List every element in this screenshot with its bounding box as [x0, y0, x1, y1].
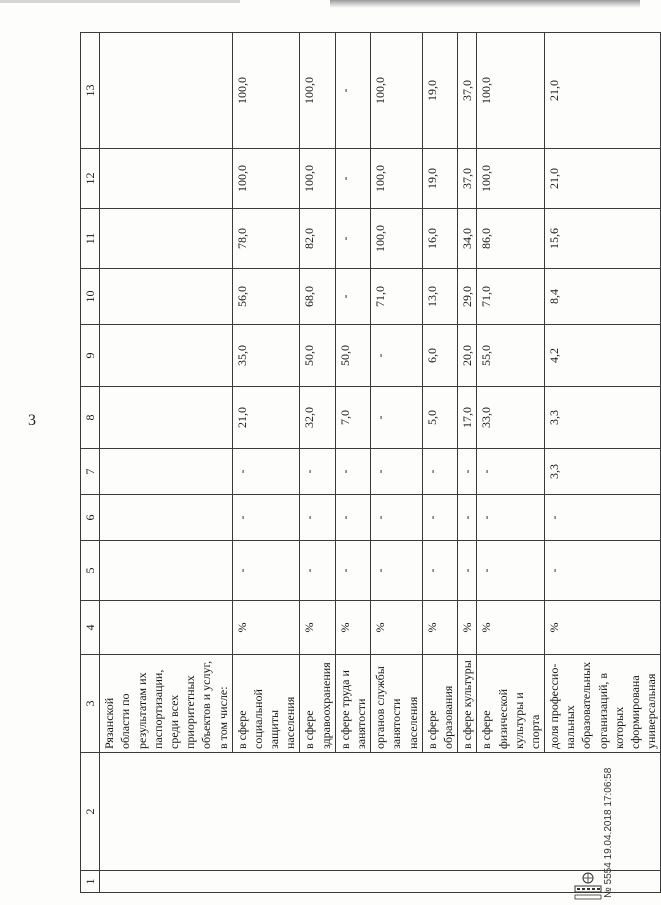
header-cell: 10	[81, 269, 100, 325]
cell-unit: %	[232, 601, 300, 655]
cell-value: 20,0	[458, 325, 477, 387]
cell-value: 50,0	[300, 325, 335, 387]
cell-value	[100, 495, 233, 541]
header-cell: 4	[81, 601, 100, 655]
cell-value: -	[371, 449, 423, 495]
header-cell: 7	[81, 449, 100, 495]
cell-value: -	[335, 33, 370, 149]
cell-value: 100,0	[371, 209, 423, 269]
cell-value: -	[422, 495, 457, 541]
cell-value: -	[335, 541, 370, 601]
header-cell: 12	[81, 149, 100, 209]
cell-value: -	[300, 541, 335, 601]
cell-value: 55,0	[477, 325, 545, 387]
cell-value: 78,0	[232, 209, 300, 269]
rotated-table-wrapper	[80, 33, 659, 893]
cell-value: 100,0	[477, 149, 545, 209]
cell-col2	[100, 753, 661, 871]
cell-value: -	[545, 541, 661, 601]
cell-value: 100,0	[477, 33, 545, 149]
indicator-table	[80, 32, 661, 893]
cell-value: 100,0	[232, 33, 300, 149]
header-cell: 11	[81, 209, 100, 269]
cell-value: 100,0	[371, 33, 423, 149]
cell-value	[100, 269, 233, 325]
cell-unit: %	[477, 601, 545, 655]
cell-value: -	[335, 209, 370, 269]
header-cell: 1	[81, 871, 100, 893]
cell-value: -	[371, 541, 423, 601]
cell-value: -	[371, 387, 423, 449]
cell-unit: %	[335, 601, 370, 655]
cell-value: 21,0	[232, 387, 300, 449]
scan-edge-shadow	[330, 0, 640, 8]
cell-value: 19,0	[422, 33, 457, 149]
cell-value: -	[477, 449, 545, 495]
header-cell: 5	[81, 541, 100, 601]
cell-value: 32,0	[300, 387, 335, 449]
table-row	[100, 33, 233, 893]
cell-indicator: Рязанской области по результатам их паспортизации, среди всех приоритетных объектов и услуг, в том числе:	[100, 655, 233, 753]
cell-value: 68,0	[300, 269, 335, 325]
cell-value: -	[300, 495, 335, 541]
cell-value: 21,0	[545, 33, 661, 149]
cell-unit: %	[422, 601, 457, 655]
cell-value: 4,2	[545, 325, 661, 387]
header-cell: 13	[81, 33, 100, 149]
cell-value: 100,0	[300, 33, 335, 149]
cell-value: 82,0	[300, 209, 335, 269]
cell-value: -	[458, 495, 477, 541]
cell-value	[100, 209, 233, 269]
cell-indicator: в сфере образования	[422, 655, 457, 753]
cell-value: 5,0	[422, 387, 457, 449]
cell-value: 6,0	[422, 325, 457, 387]
cell-unit: %	[371, 601, 423, 655]
cell-value: 8,4	[545, 269, 661, 325]
cell-indicator: в сфере культуры	[458, 655, 477, 753]
cell-unit: %	[545, 601, 661, 655]
cell-value: 100,0	[232, 149, 300, 209]
cell-unit	[100, 601, 233, 655]
cell-value	[100, 325, 233, 387]
cell-value: 71,0	[371, 269, 423, 325]
cell-value: -	[477, 541, 545, 601]
cell-value: 37,0	[458, 149, 477, 209]
cell-value: 16,0	[422, 209, 457, 269]
registration-stamp	[600, 600, 620, 900]
cell-value: 100,0	[300, 149, 335, 209]
registration-seal-icon	[574, 868, 602, 902]
cell-value: -	[335, 449, 370, 495]
cell-value: 13,0	[422, 269, 457, 325]
cell-value: 7,0	[335, 387, 370, 449]
cell-value	[100, 33, 233, 149]
cell-value: 33,0	[477, 387, 545, 449]
cell-value: -	[232, 495, 300, 541]
cell-indicator: в сфере физической культуры и спорта	[477, 655, 545, 753]
cell-value: 15,6	[545, 209, 661, 269]
header-cell: 8	[81, 387, 100, 449]
cell-value: -	[422, 449, 457, 495]
cell-value: -	[335, 149, 370, 209]
cell-value: -	[371, 325, 423, 387]
cell-value: -	[422, 541, 457, 601]
cell-value: 3,3	[545, 449, 661, 495]
cell-value: 3,3	[545, 387, 661, 449]
cell-value: 50,0	[335, 325, 370, 387]
cell-indicator: в сфере социальной защиты населения	[232, 655, 300, 753]
cell-value: -	[232, 541, 300, 601]
cell-value: 100,0	[371, 149, 423, 209]
scan-edge-line	[0, 0, 240, 3]
cell-value: 17,0	[458, 387, 477, 449]
cell-value: 19,0	[422, 149, 457, 209]
cell-value	[100, 149, 233, 209]
cell-value: -	[545, 495, 661, 541]
cell-value: 34,0	[458, 209, 477, 269]
cell-value: 71,0	[477, 269, 545, 325]
page-number: 3	[28, 412, 36, 429]
cell-indicator: доля профессио-нальных образовательных организаций, в которых сформирована универсальная	[545, 655, 661, 753]
cell-value: 86,0	[477, 209, 545, 269]
header-cell: 6	[81, 495, 100, 541]
cell-value	[100, 449, 233, 495]
cell-value: -	[232, 449, 300, 495]
cell-value: 21,0	[545, 149, 661, 209]
cell-value: 37,0	[458, 33, 477, 149]
cell-value: -	[477, 495, 545, 541]
cell-value: 29,0	[458, 269, 477, 325]
cell-value: -	[371, 495, 423, 541]
header-row	[81, 33, 100, 893]
cell-value: -	[458, 541, 477, 601]
cell-value	[100, 541, 233, 601]
cell-value: -	[300, 449, 335, 495]
cell-indicator: в сфере здравоохранения	[300, 655, 335, 753]
cell-value: 35,0	[232, 325, 300, 387]
header-cell: 9	[81, 325, 100, 387]
registration-stamp-text: № 5554 19.04.2018 17:06:58	[603, 767, 614, 898]
cell-unit: %	[458, 601, 477, 655]
cell-value: 56,0	[232, 269, 300, 325]
cell-unit: %	[300, 601, 335, 655]
cell-indicator: органов службы занятости населения	[371, 655, 423, 753]
cell-value: -	[458, 449, 477, 495]
cell-value: -	[335, 495, 370, 541]
cell-indicator: в сфере труда и занятости	[335, 655, 370, 753]
cell-value: -	[335, 269, 370, 325]
header-cell: 3	[81, 655, 100, 753]
header-cell: 2	[81, 753, 100, 871]
cell-value	[100, 387, 233, 449]
